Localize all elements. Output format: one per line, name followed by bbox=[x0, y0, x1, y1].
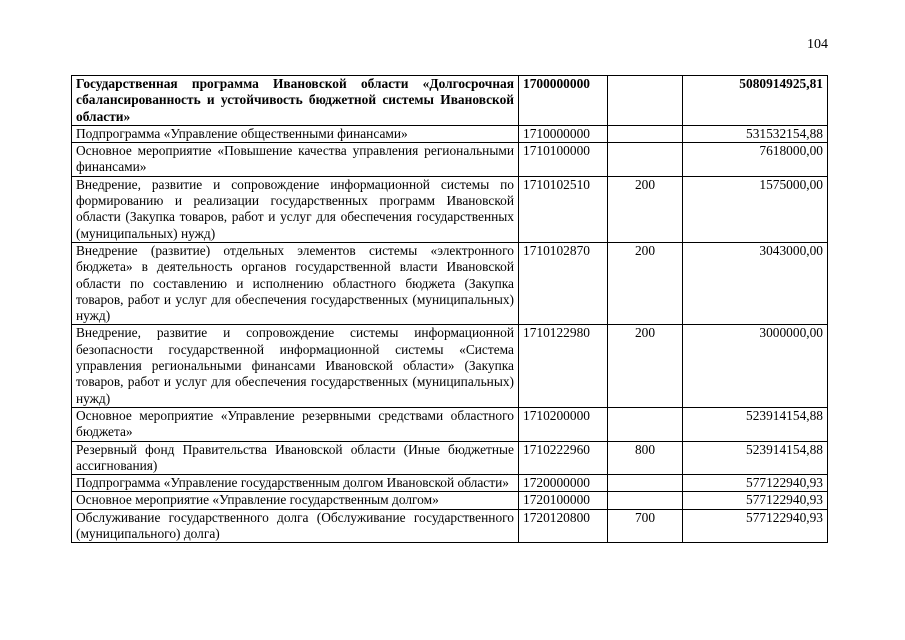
table-row bbox=[72, 143, 828, 177]
row-code: 1700000000 bbox=[519, 76, 608, 126]
row-code: 1710100000 bbox=[519, 143, 608, 177]
row-expense-type bbox=[608, 125, 683, 142]
row-code: 1720100000 bbox=[519, 492, 608, 509]
row-expense-type: 200 bbox=[608, 176, 683, 242]
row-expense-type bbox=[608, 475, 683, 492]
row-amount: 7618000,00 bbox=[683, 143, 828, 177]
row-amount: 523914154,88 bbox=[683, 441, 828, 475]
table-row bbox=[72, 242, 828, 324]
row-expense-type bbox=[608, 492, 683, 509]
row-name: Внедрение, развитие и сопровождение системы информационной безопасности государственной информационной системы «Система управления региональными финансами Ивановской области» (Закупка товаров, работ и услуг для обеспечения государственных (муниципальных) нужд) bbox=[72, 325, 519, 407]
row-code: 1710222960 bbox=[519, 441, 608, 475]
row-name: Подпрограмма «Управление государственным долгом Ивановской области» bbox=[72, 475, 519, 492]
row-amount: 1575000,00 bbox=[683, 176, 828, 242]
row-code: 1720120800 bbox=[519, 509, 608, 543]
table-row bbox=[72, 76, 828, 126]
table-row bbox=[72, 441, 828, 475]
row-amount: 577122940,93 bbox=[683, 492, 828, 509]
row-name: Резервный фонд Правительства Ивановской области (Иные бюджетные ассигнования) bbox=[72, 441, 519, 475]
table-row bbox=[72, 492, 828, 509]
row-expense-type bbox=[608, 143, 683, 177]
table-row bbox=[72, 125, 828, 142]
row-expense-type: 700 bbox=[608, 509, 683, 543]
row-name: Основное мероприятие «Управление государственным долгом» bbox=[72, 492, 519, 509]
row-name: Государственная программа Ивановской области «Долгосрочная сбалансированность и устойчивость бюджетной системы Ивановской области» bbox=[72, 76, 519, 126]
row-code: 1710102870 bbox=[519, 242, 608, 324]
table-row bbox=[72, 475, 828, 492]
table-row bbox=[72, 325, 828, 407]
table-row bbox=[72, 509, 828, 543]
row-code: 1710122980 bbox=[519, 325, 608, 407]
row-name: Внедрение, развитие и сопровождение информационной системы по формированию и реализации государственных программ Ивановской области (Закупка товаров, работ и услуг для обеспечения государственных (муниципальных) нужд) bbox=[72, 176, 519, 242]
row-name: Подпрограмма «Управление общественными финансами» bbox=[72, 125, 519, 142]
row-code: 1710102510 bbox=[519, 176, 608, 242]
row-expense-type bbox=[608, 76, 683, 126]
row-amount: 523914154,88 bbox=[683, 407, 828, 441]
row-code: 1710200000 bbox=[519, 407, 608, 441]
row-name: Обслуживание государственного долга (Обслуживание государственного (муниципального) долга) bbox=[72, 509, 519, 543]
row-amount: 3043000,00 bbox=[683, 242, 828, 324]
row-amount: 3000000,00 bbox=[683, 325, 828, 407]
budget-table bbox=[71, 75, 828, 543]
row-expense-type bbox=[608, 407, 683, 441]
row-amount: 531532154,88 bbox=[683, 125, 828, 142]
row-name: Основное мероприятие «Повышение качества управления региональными финансами» bbox=[72, 143, 519, 177]
row-amount: 577122940,93 bbox=[683, 475, 828, 492]
row-expense-type: 800 bbox=[608, 441, 683, 475]
table-row bbox=[72, 176, 828, 242]
row-amount: 577122940,93 bbox=[683, 509, 828, 543]
row-name: Внедрение (развитие) отдельных элементов системы «электронного бюджета» в деятельность органов государственной власти Ивановской области по составлению и исполнению областного бюджета (Закупка товаров, работ и услуг для обеспечения государственных (муниципальных) нужд) bbox=[72, 242, 519, 324]
row-code: 1710000000 bbox=[519, 125, 608, 142]
row-code: 1720000000 bbox=[519, 475, 608, 492]
page-number: 104 bbox=[807, 37, 828, 52]
row-expense-type: 200 bbox=[608, 325, 683, 407]
table-row bbox=[72, 407, 828, 441]
row-amount: 5080914925,81 bbox=[683, 76, 828, 126]
row-name: Основное мероприятие «Управление резервными средствами областного бюджета» bbox=[72, 407, 519, 441]
row-expense-type: 200 bbox=[608, 242, 683, 324]
